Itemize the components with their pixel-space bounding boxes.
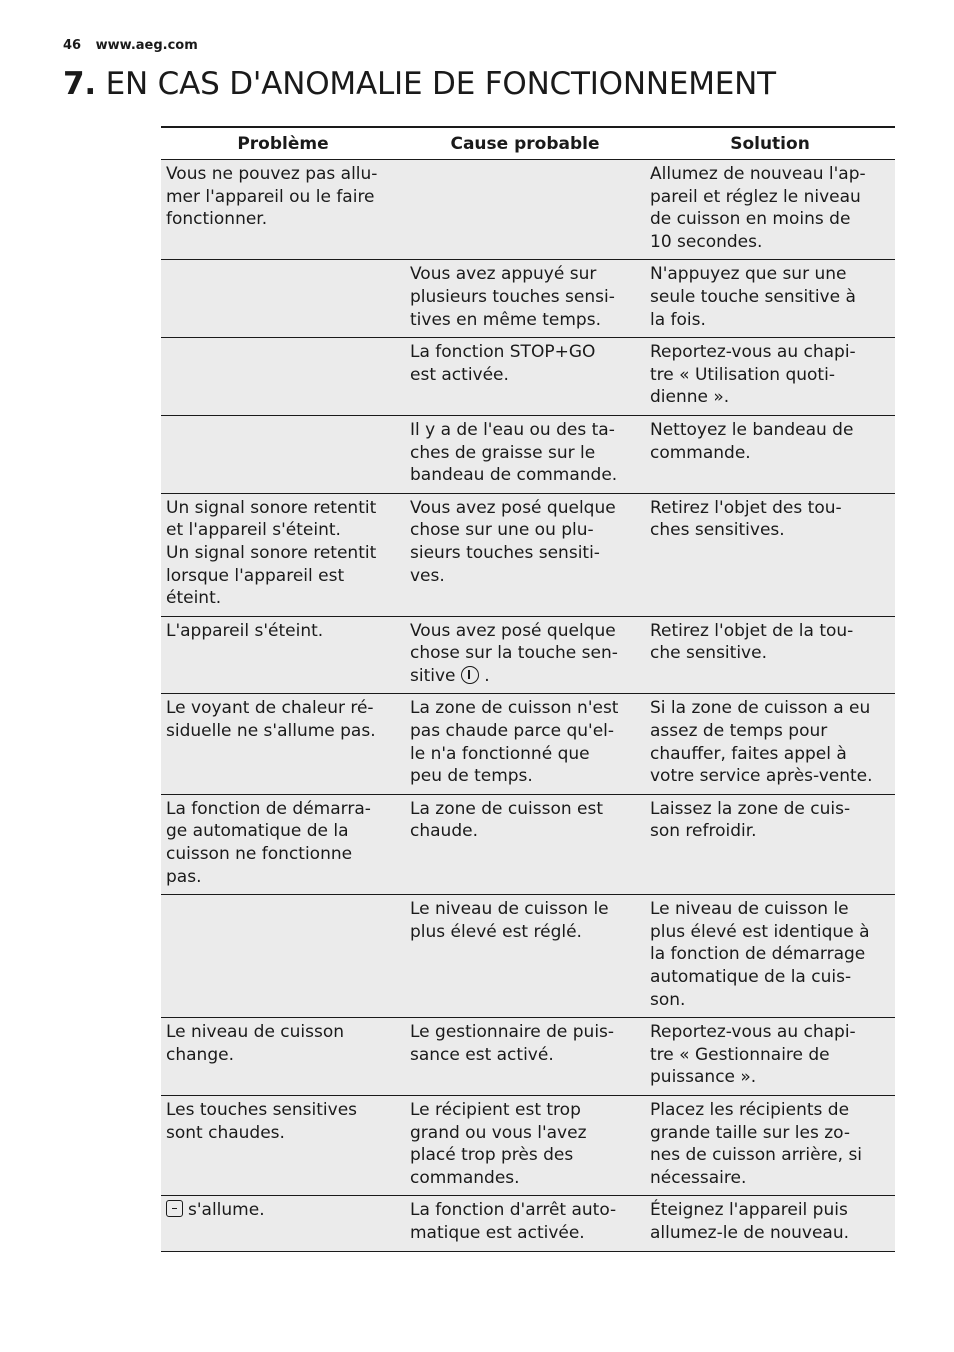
column-header-solution: Solution xyxy=(645,127,895,160)
table-row xyxy=(161,1095,895,1195)
solution-cell: Reportez-vous au chapi- tre « Utilisation quoti- dienne ». xyxy=(645,338,895,416)
minus-icon xyxy=(166,1200,183,1217)
table-row xyxy=(161,260,895,338)
cause-cell: La fonction d'arrêt auto- matique est activée. xyxy=(405,1196,645,1251)
problem-cell: Les touches sensitives sont chaudes. xyxy=(161,1095,405,1195)
cause-cell: Il y a de l'eau ou des ta- ches de graisse sur le bandeau de commande. xyxy=(405,415,645,493)
problem-text: s'allume. xyxy=(188,1200,265,1221)
solution-cell: Retirez l'objet des tou- ches sensitives. xyxy=(645,493,895,616)
problem-cell: L'appareil s'éteint. xyxy=(161,616,405,694)
power-icon xyxy=(461,666,479,684)
solution-cell: Le niveau de cuisson le plus élevé est identique à la fonction de démarrage automatique de la cuis- son. xyxy=(645,895,895,1018)
column-header-problem: Problème xyxy=(161,127,405,160)
problem-cell: La fonction de démarra- ge automatique de la cuisson ne fonctionne pas. xyxy=(161,794,405,894)
table-row xyxy=(161,616,895,694)
problem-cell xyxy=(161,1196,405,1251)
table-row xyxy=(161,1018,895,1096)
cause-cell: Vous avez appuyé sur plusieurs touches sensi- tives en même temps. xyxy=(405,260,645,338)
cause-cell: La zone de cuisson est chaude. xyxy=(405,794,645,894)
problem-cell xyxy=(161,338,405,416)
problem-cell xyxy=(161,260,405,338)
solution-cell: Si la zone de cuisson a eu assez de temps pour chauffer, faites appel à votre service après-vente. xyxy=(645,694,895,794)
cause-cell: Le récipient est trop grand ou vous l'avez placé trop près des commandes. xyxy=(405,1095,645,1195)
solution-cell: Allumez de nouveau l'ap- pareil et réglez le niveau de cuisson en moins de 10 secondes. xyxy=(645,160,895,260)
problem-cell: Un signal sonore retentit et l'appareil s'éteint. Un signal sonore retentit lorsque l'appareil est éteint. xyxy=(161,493,405,616)
table-row xyxy=(161,493,895,616)
solution-cell: Reportez-vous au chapi- tre « Gestionnaire de puissance ». xyxy=(645,1018,895,1096)
solution-cell: Éteignez l'appareil puis allumez-le de nouveau. xyxy=(645,1196,895,1251)
section-title-text: EN CAS D'ANOMALIE DE FONCTIONNEMENT xyxy=(105,66,776,102)
problem-cell: Le voyant de chaleur ré- siduelle ne s'allume pas. xyxy=(161,694,405,794)
table-row xyxy=(161,160,895,260)
column-header-cause: Cause probable xyxy=(405,127,645,160)
table-row xyxy=(161,895,895,1018)
table-header-row xyxy=(161,127,895,160)
solution-cell: N'appuyez que sur une seule touche sensitive à la fois. xyxy=(645,260,895,338)
table-row xyxy=(161,794,895,894)
table-row xyxy=(161,1196,895,1251)
solution-cell: Retirez l'objet de la tou- che sensitive. xyxy=(645,616,895,694)
cause-cell: Le gestionnaire de puis- sance est activé. xyxy=(405,1018,645,1096)
cause-cell xyxy=(405,160,645,260)
table-row xyxy=(161,415,895,493)
problem-cell xyxy=(161,415,405,493)
troubleshooting-table xyxy=(161,126,895,1252)
problem-cell: Vous ne pouvez pas allu- mer l'appareil ou le faire fonctionner. xyxy=(161,160,405,260)
problem-cell: Le niveau de cuisson change. xyxy=(161,1018,405,1096)
page-number: 46 xyxy=(63,38,82,53)
cause-cell: La zone de cuisson n'est pas chaude parce qu'el- le n'a fonctionné que peu de temps. xyxy=(405,694,645,794)
table-row xyxy=(161,338,895,416)
cause-cell xyxy=(405,616,645,694)
website-link[interactable]: www.aeg.com xyxy=(95,38,198,53)
problem-cell xyxy=(161,895,405,1018)
cause-text-suffix: . xyxy=(478,665,490,686)
section-number: 7. xyxy=(63,66,96,102)
cause-cell: Le niveau de cuisson le plus élevé est réglé. xyxy=(405,895,645,1018)
cause-cell: La fonction STOP+GO est activée. xyxy=(405,338,645,416)
cause-text: Vous avez posé quelque chose sur la touche sen- sitive xyxy=(410,620,618,686)
section-title xyxy=(63,66,776,102)
cause-cell: Vous avez posé quelque chose sur une ou plu- sieurs touches sensiti- ves. xyxy=(405,493,645,616)
table-row xyxy=(161,694,895,794)
solution-cell: Laissez la zone de cuis- son refroidir. xyxy=(645,794,895,894)
solution-cell: Placez les récipients de grande taille sur les zo- nes de cuisson arrière, si nécessaire. xyxy=(645,1095,895,1195)
page-header xyxy=(63,38,198,53)
solution-cell: Nettoyez le bandeau de commande. xyxy=(645,415,895,493)
